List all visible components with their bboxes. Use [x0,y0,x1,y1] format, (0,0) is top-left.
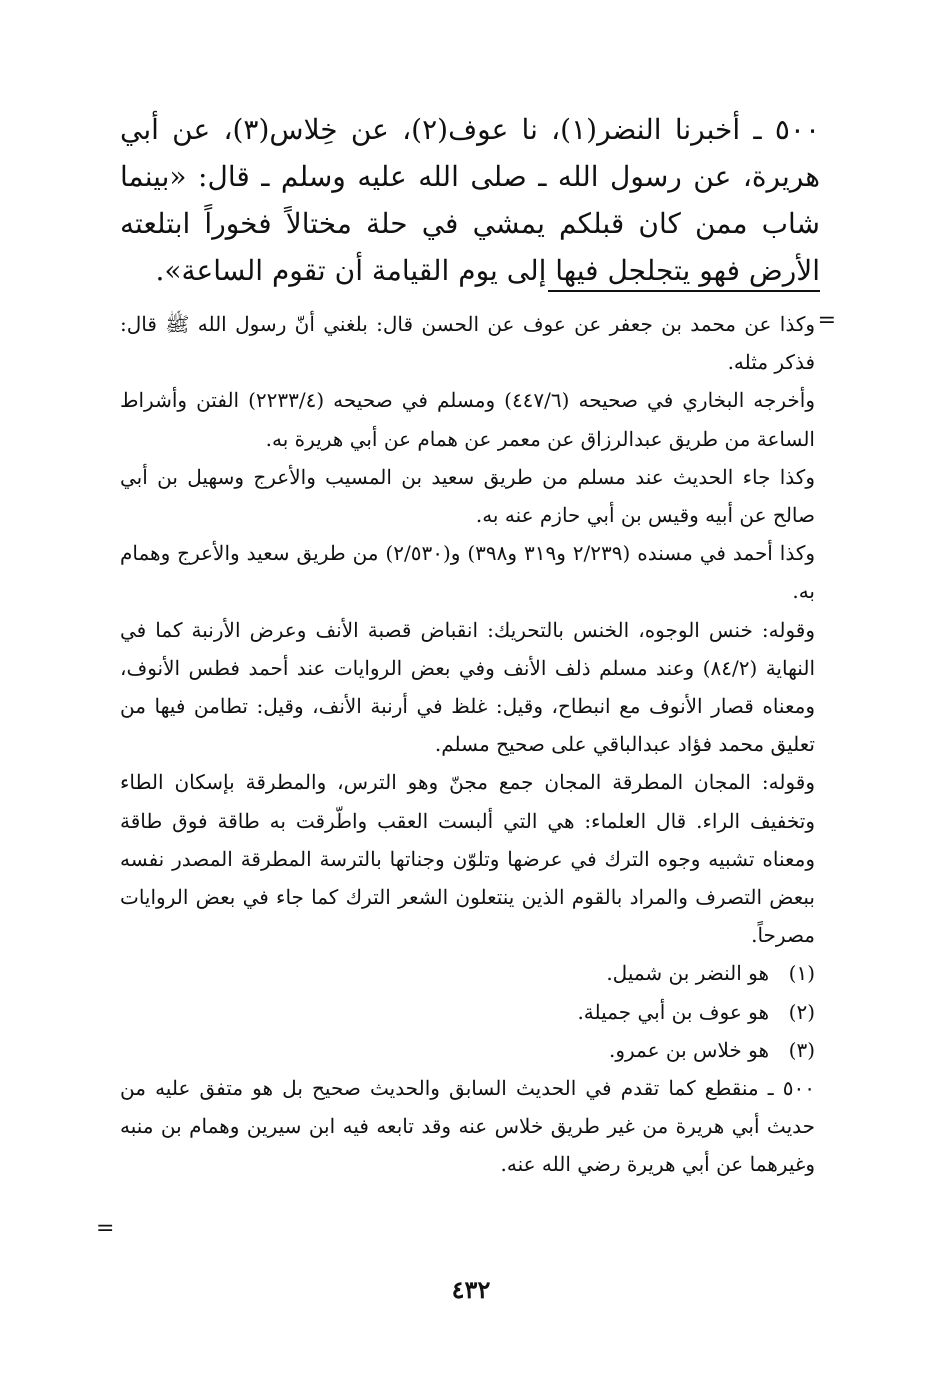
continuation-mark: = [817,308,836,333]
hadith-paragraph: ٥٠٠ ـ أخبرنا النضر(١)، نا عوف(٢)، عن خِلاس(٣)، عن أبي هريرة، عن رسول الله ـ صلى الله عليه وسلم ـ قال: «بينما شاب ممن كان قبلكم يمشي في حلة مختالاً فخوراً ابتلعته الأرض فهو يتجلجل فيها إلى يوم القيامة أن تقوم الساعة». [120,113,820,287]
continuation-mark-end: = [96,1216,115,1241]
footnote-text: هو النضر بن شميل. [606,961,769,986]
footnote-paragraph: وكذا أحمد في مسنده (٢/٢٣٩ و٣١٩ و٣٩٨) و(٢/٥٣٠) من طريق سعيد والأعرج وهمام به. [120,541,816,604]
footnote-number: (٢) [788,999,815,1024]
footnote-text: هو خلاس بن عمرو. [609,1037,769,1062]
footnote-item [120,993,815,1031]
footnote-item [120,954,815,992]
footnote-paragraph: وكذا جاء الحديث عند مسلم من طريق سعيد بن المسيب والأعرج وسهيل بن أبي صالح عن أبيه وقيس بن أبي حازم عنه به. [120,464,815,528]
footnote-paragraph: وأخرجه البخاري في صحيحه (٤٤٧/٦) ومسلم في صحيحه (٢٢٣٣/٤) الفتن وأشراط الساعة من طريق عبدالرزاق عن معمر عن همام عن أبي هريرة به. [120,388,815,451]
footnote-separator [548,290,820,292]
footnote-text: هو عوف بن أبي جميلة. [577,999,769,1024]
footnote-number: (١) [788,961,815,986]
page-number: ٤٣٢ [451,1275,491,1304]
footnote-number: (٣) [788,1037,815,1062]
footnote-paragraph: وقوله: المجان المطرقة المجان جمع مجنّ وهو الترس، والمطرقة بإسكان الطاء وتخفيف الراء. قال العلماء: هي التي ألبست العقب واطّرقت به طاقة فوق طاقة ومعناه تشبيه وجوه الترك في عرضها وتلوّن وجناتها بالترسة المطرقة المصدر نفسه ببعض التصرف والمراد بالقوم الذين ينتعلون الشعر الترك كما جاء في بعض الروايات مصرحاً. [120,770,815,948]
hadith-main-text [120,106,820,294]
footnote-paragraph: وكذا عن محمد بن جعفر عن عوف عن الحسن قال: بلغني أنّ رسول الله ﷺ قال: فذكر مثله. [120,312,815,375]
footnote-paragraph: وقوله: خنس الوجوه، الخنس بالتحريك: انقباض قصبة الأنف وعرض الأرنبة كما في النهاية (٨٤/٢) وعند مسلم ذلف الأنف وفي بعض الروايات عند أحمد فطس الأنوف، ومعناه قصار الأنوف مع انبطاح، وقيل: غلظ في أرنبة الأنف، وقيل: تطامن فيها من تعليق محمد فؤاد عبدالباقي على صحيح مسلم. [120,617,815,757]
footnote-item [120,1031,815,1069]
footnotes-section [120,305,815,1184]
commentary-paragraph: ٥٠٠ ـ منقطع كما تقدم في الحديث السابق والحديث صحيح بل هو متفق عليه من حديث أبي هريرة من غير طريق خلاس عنه وقد تابعه فيه ابن سيرين وهمام بن منبه وغيرهما عن أبي هريرة رضي الله عنه. [120,1076,815,1177]
